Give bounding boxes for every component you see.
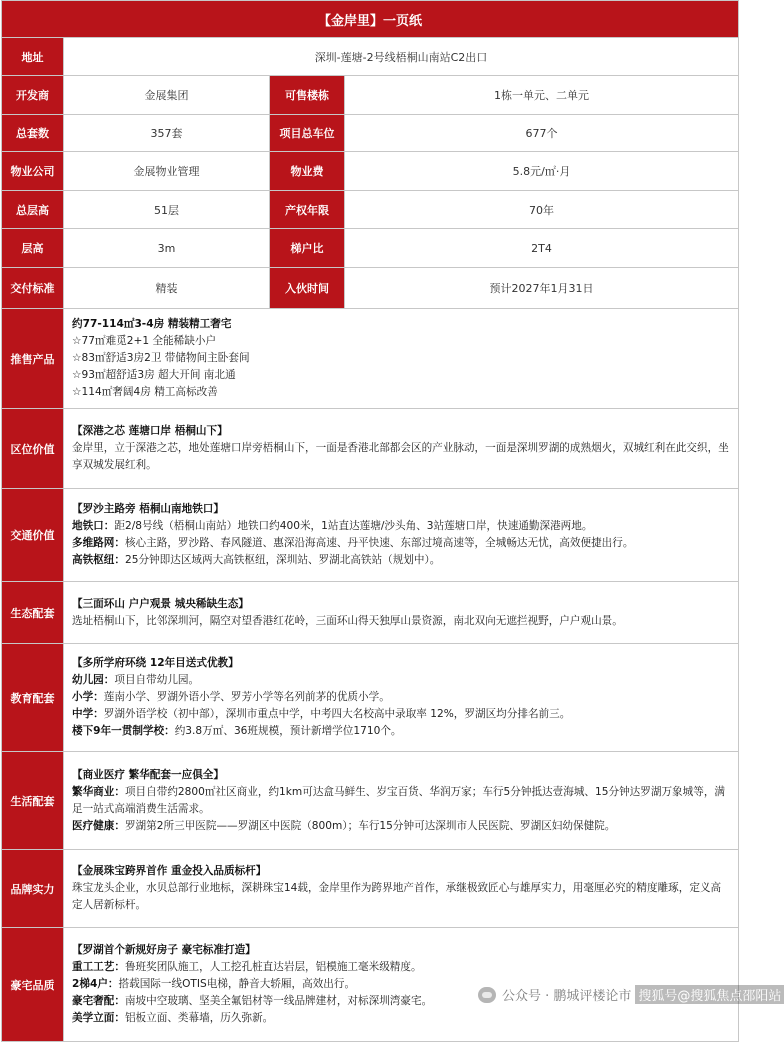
watermark [478, 985, 784, 1004]
row-delivery [2, 268, 738, 309]
transport-head: 【罗沙主路旁 梧桐山南地铁口】 [72, 503, 224, 515]
content-transport [64, 489, 738, 581]
label-sale-buildings: 可售楼栋 [270, 76, 345, 114]
quality-value: 搭载国际一线OTIS电梯，静音大轿厢，高效出行。 [118, 978, 356, 990]
content-brand [64, 850, 738, 927]
block-brand [2, 850, 738, 928]
life-value: 项目自带约2800㎡社区商业，约1km可达盒马鲜生、岁宝百货、华润万家；车行5分钟抵达壹海城、15分钟达罗湖万象城等，满足一站式高端消费生活需求。 [72, 785, 726, 815]
row-units [2, 115, 738, 152]
label-products: 推售产品 [2, 309, 64, 408]
products-line: ☆77㎡难觅2+1 全能稀缺小户 [72, 335, 217, 347]
label-units: 总套数 [2, 115, 64, 151]
quality-head: 【罗湖首个新规好房子 豪宅标准打造】 [72, 944, 256, 956]
education-value: 莲南小学、罗湖外语小学、罗芳小学等名列前茅的优质小学。 [103, 691, 390, 703]
education-item [72, 706, 730, 723]
label-ceiling-height: 层高 [2, 229, 64, 267]
block-transport [2, 489, 738, 582]
content-ecology [64, 582, 738, 643]
label-location: 区位价值 [2, 409, 64, 488]
label-transport: 交通价值 [2, 489, 64, 581]
education-key: 小学： [72, 691, 104, 703]
row-height [2, 229, 738, 268]
transport-value: 距2/8号线（梧桐山南站）地铁口约400米，1站直达莲塘/沙头角、3站莲塘口岸，快速通勤深港两地。 [114, 520, 593, 532]
label-brand: 品牌实力 [2, 850, 64, 927]
brand-head: 【金展珠宝跨界首作 重金投入品质标杆】 [72, 865, 267, 877]
label-quality: 豪宅品质 [2, 928, 64, 1041]
label-address: 地址 [2, 38, 64, 75]
label-property-company: 物业公司 [2, 152, 64, 190]
label-life: 生活配套 [2, 752, 64, 849]
transport-value: 25分钟即达区域两大高铁枢纽，深圳站、罗湖北高铁站（规划中）。 [124, 554, 441, 566]
ecology-text: 选址梧桐山下，比邻深圳河，隔空对望香港红花岭，三面环山得天独厚山景资源，南北双向无遮拦视野，户户观山景。 [72, 614, 623, 627]
content-education [64, 644, 738, 751]
label-move-in: 入伙时间 [270, 268, 345, 308]
label-property-fee: 物业费 [270, 152, 345, 190]
content-products [64, 309, 738, 408]
quality-key: 豪宅奢配： [72, 995, 125, 1007]
value-elevator-ratio: 2T4 [531, 241, 552, 255]
block-location [2, 409, 738, 489]
label-delivery: 交付标准 [2, 268, 64, 308]
block-life [2, 752, 738, 850]
row-floors [2, 191, 738, 229]
products-line: ☆114㎡奢阔4房 精工高标改善 [72, 386, 218, 398]
content-life [64, 752, 738, 849]
wechat-icon [478, 987, 496, 1003]
education-value: 约3.8万㎡、36班规模，预计新增学位1710个。 [174, 725, 402, 737]
products-head: 约77-114㎡3-4房 精装精工奢宅 [72, 318, 232, 330]
value-ceiling-height: 3m [64, 229, 270, 267]
quality-key: 2梯4户： [72, 978, 119, 990]
education-key: 中学： [72, 708, 104, 720]
value-developer: 金展集团 [64, 76, 270, 114]
value-move-in: 预计2027年1月31日 [489, 282, 594, 295]
label-education: 教育配套 [2, 644, 64, 751]
transport-key: 地铁口： [72, 520, 115, 532]
value-address: 深圳-莲塘-2号线梧桐山南站C2出口 [314, 50, 488, 64]
row-developer [2, 76, 738, 115]
transport-key: 多维路网： [72, 537, 125, 549]
transport-value: 核心主路，罗沙路、春风隧道、惠深沿海高速、丹平快速、东部过境高速等，全城畅达无忧，高效便捷出行。 [124, 537, 634, 549]
label-ecology: 生态配套 [2, 582, 64, 643]
label-tenure: 产权年限 [270, 191, 345, 228]
location-head: 【深港之芯 莲塘口岸 梧桐山下】 [72, 425, 228, 437]
row-address [2, 38, 738, 76]
sheet-title: 【金岸里】一页纸 [2, 1, 738, 38]
education-head: 【多所学府环绕 12年目送式优教】 [72, 657, 239, 669]
quality-item [72, 959, 730, 976]
value-delivery: 精装 [64, 268, 270, 308]
brand-text: 珠宝龙头企业，水贝总部行业地标，深耕珠宝14载，金岸里作为跨界地产首作，承继极致匠心与雄厚实力，用毫厘必究的精度雕琢，定义高定人居新标杆。 [72, 882, 722, 911]
products-line: ☆83㎡舒适3房2卫 带储物间主卧套间 [72, 352, 250, 364]
education-item [72, 672, 730, 689]
quality-key: 美学立面： [72, 1012, 125, 1024]
life-head: 【商业医疗 繁华配套一应俱全】 [72, 768, 224, 781]
life-key: 繁华商业： [72, 785, 125, 798]
label-floors: 总层高 [2, 191, 64, 228]
quality-value: 南坡中空玻璃、坚美全氟铝材等一线品牌建材，对标深圳湾豪宅。 [124, 995, 433, 1007]
value-property-fee: 5.8元/㎡·月 [512, 165, 571, 178]
life-value: 罗湖第2所三甲医院——罗湖区中医院（800m）；车行15分钟可达深圳市人民医院、罗湖区妇幼保健院。 [124, 819, 616, 832]
value-property-company: 金展物业管理 [64, 152, 270, 190]
transport-item [72, 535, 730, 552]
one-page-sheet [1, 0, 739, 1042]
label-parking: 项目总车位 [270, 115, 345, 151]
value-floors: 51层 [64, 191, 270, 228]
value-parking: 677个 [525, 127, 558, 140]
value-sale-buildings: 1栋一单元、二单元 [494, 89, 589, 102]
life-item [72, 784, 730, 818]
education-key: 楼下9年一贯制学校： [72, 725, 175, 737]
transport-key: 高铁枢纽： [72, 554, 125, 566]
label-elevator-ratio: 梯户比 [270, 229, 345, 267]
education-key: 幼儿园： [72, 674, 115, 686]
block-products [2, 309, 738, 409]
quality-value: 鲁班奖团队施工，人工挖孔桩直达岩层，铝模施工毫米级精度。 [124, 961, 422, 973]
location-text: 金岸里，立于深港之芯，地处莲塘口岸旁梧桐山下，一面是香港北部都会区的产业脉动，一面是深圳罗湖的成熟烟火，双城红利在此交织，坐享双城发展红利。 [72, 442, 729, 471]
quality-key: 重工工艺： [72, 961, 125, 973]
watermark-text: 公众号 · 鹏城评楼论市 [502, 989, 632, 1004]
life-item [72, 818, 730, 835]
content-location [64, 409, 738, 488]
education-value: 罗湖外语学校（初中部），深圳市重点中学，中考四大名校高中录取率 12%，罗湖区均分排名前三。 [103, 708, 571, 720]
label-developer: 开发商 [2, 76, 64, 114]
education-item [72, 723, 730, 740]
life-key: 医疗健康： [72, 819, 125, 832]
block-ecology [2, 582, 738, 644]
quality-item [72, 1010, 730, 1027]
block-education [2, 644, 738, 752]
products-line: ☆93㎡超舒适3房 超大开间 南北通 [72, 369, 236, 381]
transport-item [72, 552, 730, 569]
education-item [72, 689, 730, 706]
quality-value: 铝板立面、类幕墙，历久弥新。 [124, 1012, 274, 1024]
value-units: 357套 [64, 115, 270, 151]
ecology-head: 【三面环山 户户观景 城央稀缺生态】 [72, 597, 249, 610]
value-tenure: 70年 [529, 203, 554, 217]
watermark-text-sohu: 搜狐号@搜狐焦点邵阳站 [635, 985, 784, 1004]
education-value: 项目自带幼儿园。 [114, 674, 200, 686]
transport-item [72, 518, 730, 535]
row-property [2, 152, 738, 191]
